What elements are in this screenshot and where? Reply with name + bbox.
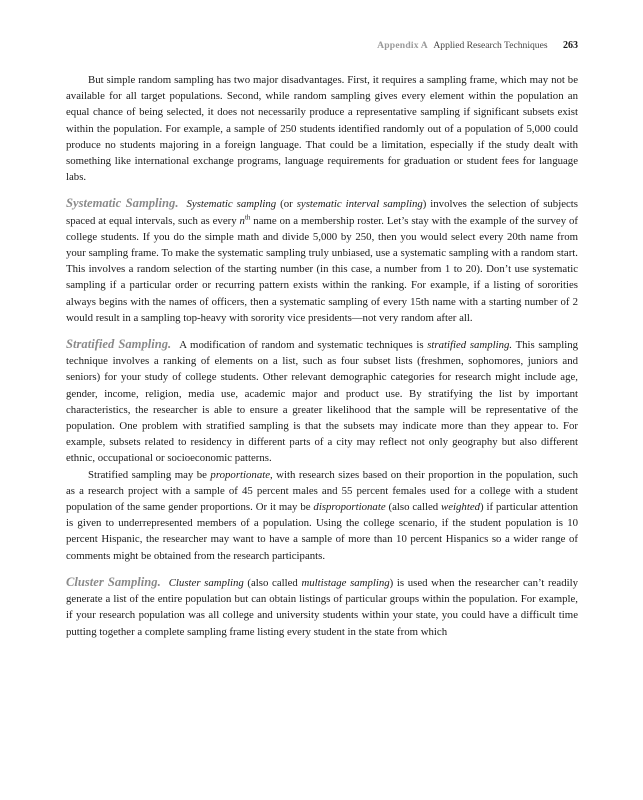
text-run: , with research sizes based on their proportion in the population, such as a research project with a sample of 45 percent males and 55 percent females used for a college with a student population of the same gender proportions. Or it may be bbox=[66, 468, 579, 514]
text-run: This sampling technique involves a ranking of elements on a list, such as four subset lists (freshmen, sophomores, juniors and seniors) for your study of college students. Other relevant demographic categories for research might include age, gender, income, religion, media use, academic major and product use. By stratifying the list by important characteristics, the researcher is able to ensure a greater likelihood that the sample will be representative of the population. One problem with stratified sampling is that the subsets may indicate more than they appear to. For example, subsets related to residency in different parts of a city may reflect not only geography but also different ethnic, occupational or socioeconomic patterns. bbox=[66, 339, 578, 465]
term-multistage-sampling: multistage sampling bbox=[301, 576, 390, 589]
term-proportionate: proportionate bbox=[210, 468, 271, 481]
section-heading-systematic: Systematic Sampling. bbox=[66, 196, 179, 211]
text-run: (or bbox=[276, 198, 297, 211]
page-number: 263 bbox=[563, 40, 578, 51]
section-heading-cluster: Cluster Sampling. bbox=[66, 574, 161, 589]
section-stratified-sampling bbox=[66, 336, 578, 467]
text-run: A modification of random and systematic techniques is bbox=[179, 339, 428, 352]
text-run: Stratified sampling may be bbox=[88, 468, 211, 481]
term-systematic-sampling: Systematic sampling bbox=[186, 198, 277, 211]
term-disproportionate: disproportionate bbox=[313, 501, 386, 514]
section-systematic-sampling bbox=[66, 195, 578, 326]
superscript-th: th bbox=[244, 213, 251, 222]
paragraph-simple-random-disadvantages: But simple random sampling has two major disadvantages. First, it requires a sampling frame, which may not be available for all target populations. Second, while random sampling gives every element within the population an equal chance of being selected, it does not necessarily produce a representative sampling if significant subsets exist within the population. For example, a sample of 250 students identified randomly out of a population of 5,000 could produce no students majoring in a foreign language. That could be a limitation, especially if the study dealt with something like international exchange programs, language requirements for graduation or student fees for language labs. bbox=[66, 74, 578, 184]
running-header-title: Applied Research Techniques bbox=[433, 40, 548, 51]
section-heading-stratified: Stratified Sampling. bbox=[66, 337, 172, 352]
running-header-label: Appendix A bbox=[377, 40, 428, 51]
term-systematic-interval: systematic interval sampling bbox=[296, 198, 423, 211]
text-run: ) involves the selection of subjects spaced at equal intervals, such as every bbox=[66, 198, 578, 227]
variable-n: n bbox=[239, 214, 245, 227]
term-cluster-sampling: Cluster sampling bbox=[168, 576, 244, 589]
body-text bbox=[66, 72, 578, 640]
term-weighted: weighted bbox=[441, 501, 481, 514]
text-run: ) is used when the researcher can’t readily generate a list of the entire population but can obtain listings of particular groups within the population. For example, if your research population was all college and university students within your state, you could have a difficult time putting together a complete sampling frame listing every student in the state from which bbox=[66, 576, 578, 638]
text-run: (also called bbox=[243, 576, 302, 589]
paragraph-proportionate bbox=[66, 467, 578, 564]
term-stratified-sampling: stratified sampling. bbox=[427, 339, 513, 352]
section-cluster-sampling bbox=[66, 574, 578, 640]
text-run: ) if particular attention is given to underrepresented members of a population. Using the college scenario, if the student population is 10 percent Hispanic, the researcher may want to have a sample of more than 10 percent Hispanics so a wider range of comments might be obtained from the research participants. bbox=[66, 501, 578, 562]
text-run: name on a membership roster. Let’s stay with the example of the survey of college students. If you do the simple math and divide 5,000 by 250, then you would select every 20th name from your sampling frame. To make the systematic sampling truly unbiased, use a systematic sampling with a random start. This involves a random selection of the starting number (in this case, a number from 1 to 20). Don’t use systematic sampling if a particular order or recurring pattern exists within the ranking. For example, if a listing of sororities always begins with the names of officers, then a systematic sampling of every 15th name with a starting number of 2 would result in a sampling top-heavy with sorority vice presidents—not very random after all. bbox=[66, 214, 578, 324]
running-header bbox=[64, 40, 578, 56]
text-run: (also called bbox=[385, 501, 442, 514]
